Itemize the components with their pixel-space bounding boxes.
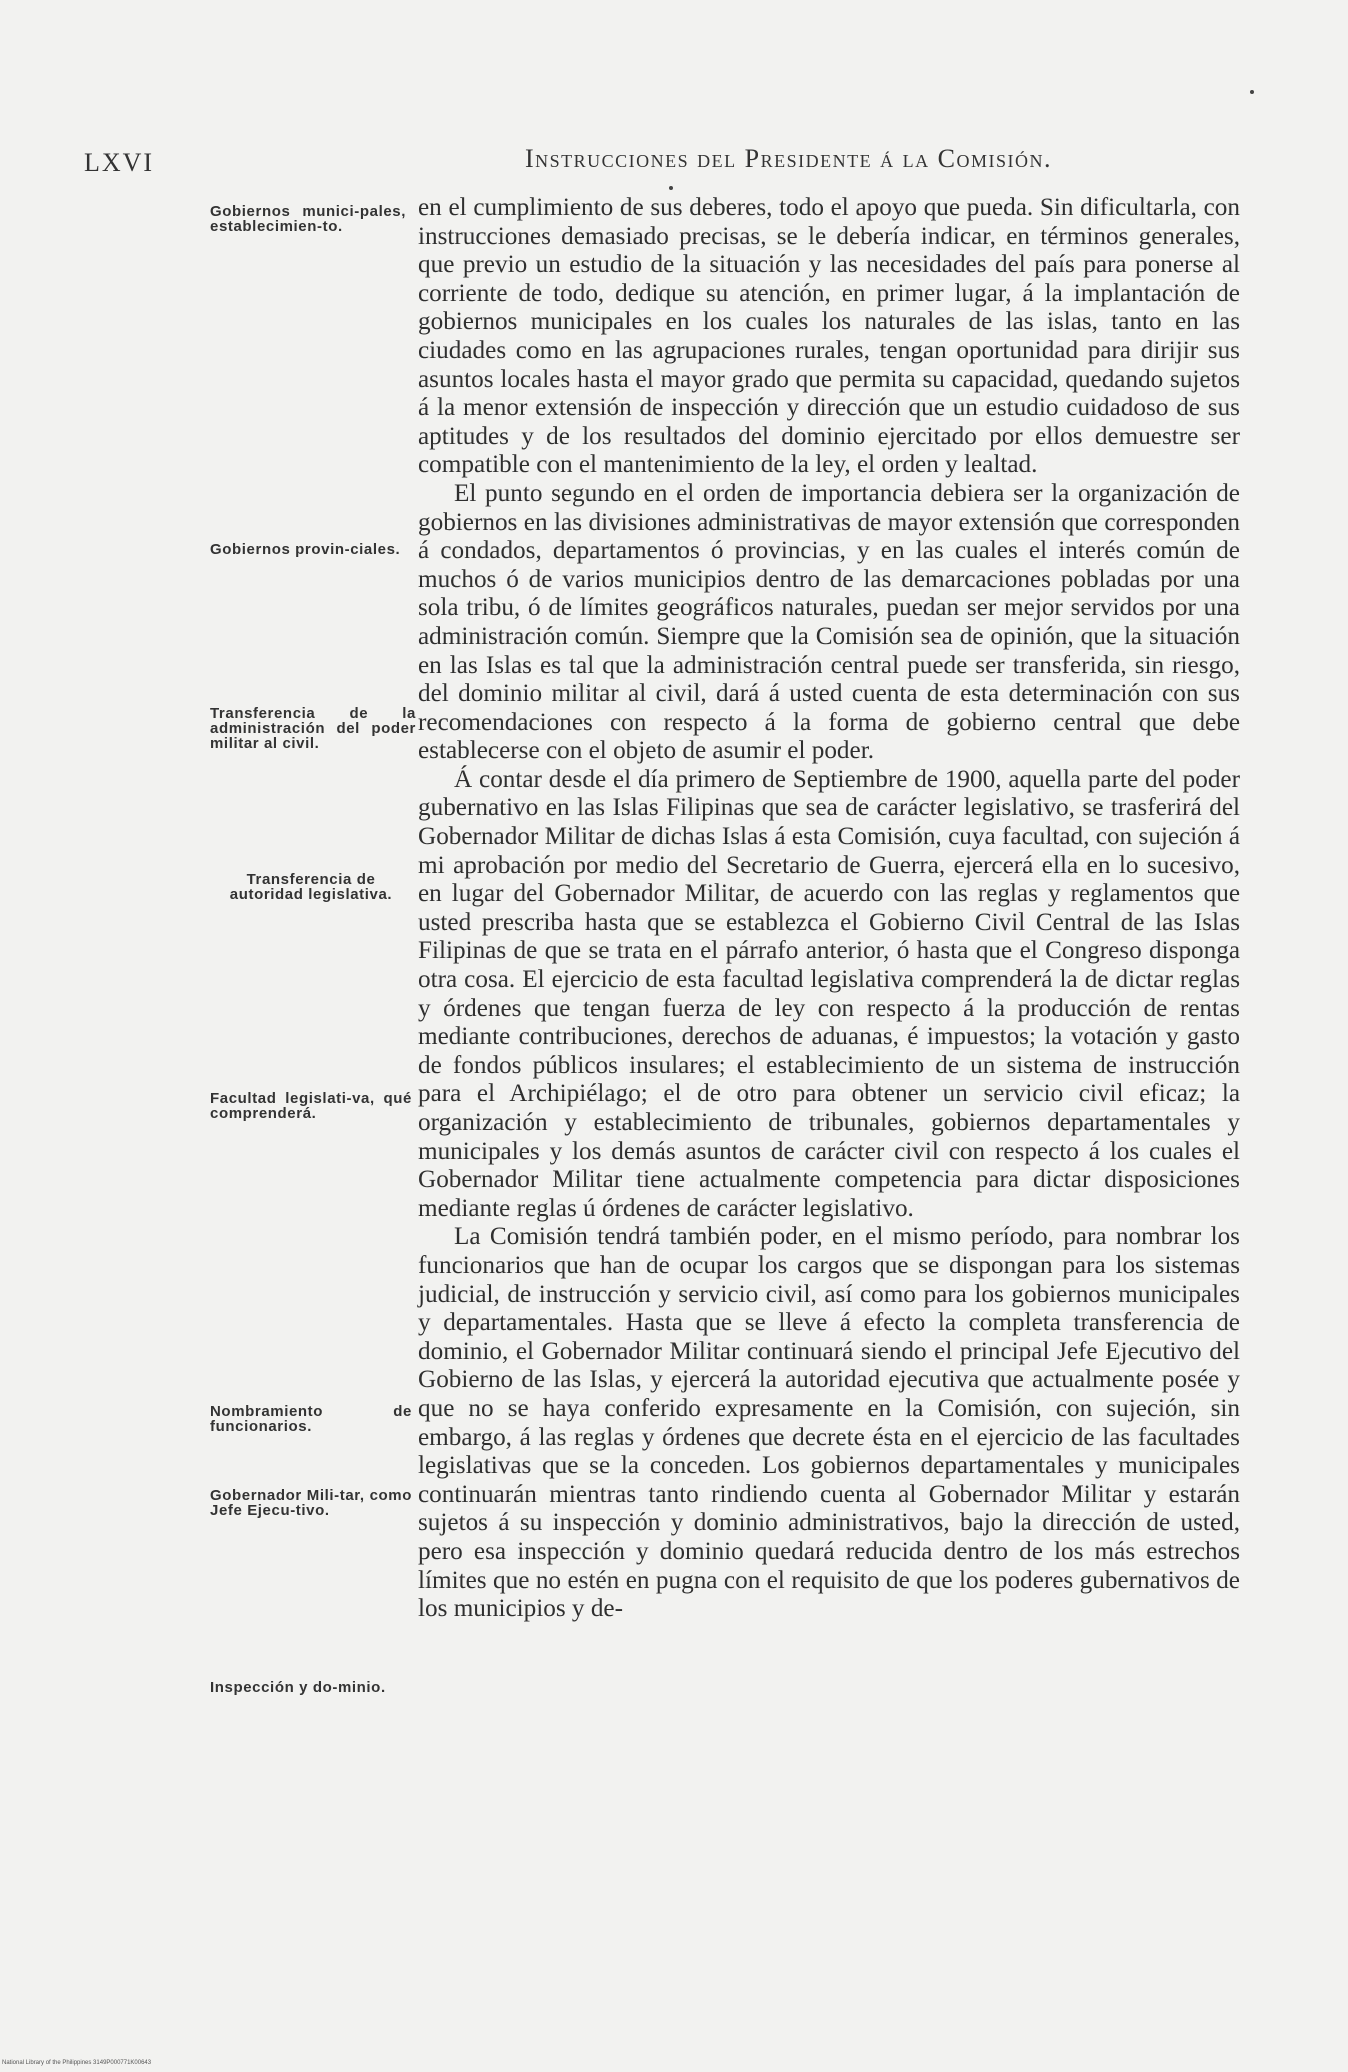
- paragraph: en el cumplimiento de sus deberes, todo el apoyo que pueda. Sin dificultarla, con instrucciones demasiado precisas, se le debería indicar, en términos generales, que previo un estudio de la situación y las necesidades del país para ponerse al corriente de todo, dedique su atención, en primer lugar, á la implantación de gobiernos municipales en los cuales los naturales de las islas, tanto en las ciudades como en las agrupaciones rurales, tengan oportunidad para dirijir sus asuntos locales hasta el mayor grado que permita su capacidad, quedando sujetos á la menor extensión de inspección y dirección que un estudio cuidadoso de sus aptitudes y de los resultados del dominio ejercitado por ellos demuestre ser compatible con el mantenimiento de la ley, el orden y lealtad.: [418, 194, 1240, 479]
- print-speck: [669, 186, 673, 190]
- margin-note-appointment-of-officials: Nombramiento de funcionarios.: [210, 1403, 412, 1435]
- margin-note-legislative-power-scope: Facultad legislati-va, qué comprenderá.: [210, 1090, 412, 1122]
- margin-note-military-governor: Gobernador Mili-tar, como Jefe Ejecu-tivo.: [210, 1487, 412, 1519]
- paragraph: La Comisión tendrá también poder, en el mismo período, para nombrar los funcionarios que han de ocupar los cargos que se dispongan para los sistemas judicial, de instrucción y servicio civil, así como para los gobiernos municipales y departamentales. Hasta que se lleve á efecto la completa transferencia de dominio, el Gobernador Militar continuará siendo el principal Jefe Ejecutivo del Gobierno de las Islas, y ejercerá la autoridad ejecutiva que actualmente posée y que no se haya conferido expresamente en la Comisión, con sujeción, sin embargo, á las reglas y órdenes que decrete ésta en el ejercicio de las facultades legislativas que se la conceden. Los gobiernos departamentales y municipales continuarán mientras tanto rindiendo cuenta al Gobernador Militar y estarán sujetos á su inspección y dominio administrativos, bajo la dirección de usted, pero esa inspección y dominio quedará reducida dentro de los más estrechos límites que no estén en pugna con el requisito de que los poderes gubernativos de los municipios y de-: [418, 1223, 1240, 1623]
- running-title: Instrucciones del Presidente á la Comisión.: [525, 144, 1052, 173]
- print-speck: [1250, 90, 1254, 94]
- paragraph: Á contar desde el día primero de Septiembre de 1900, aquella parte del poder gubernativo en las Islas Filipinas que sea de carácter legislativo, se trasferirá del Gobernador Militar de dichas Islas á esta Comisión, cuya facultad, con sujeción á mi aprobación por medio del Secretario de Guerra, ejercerá ella en lo sucesivo, en lugar del Gobernador Militar, de acuerdo con las reglas y reglamentos que usted prescriba hasta que se establezca el Gobierno Civil Central de las Islas Filipinas de que se trata en el párrafo anterior, ó hasta que el Congreso disponga otra cosa. El ejercicio de esta facultad legislativa comprenderá la de dictar reglas y órdenes que tengan fuerza de ley con respecto á la producción de rentas mediante contribuciones, derechos de aduanas, é impuestos; la votación y gasto de fondos públicos insulares; el establecimiento de un sistema de instrucción para el Archipiélago; el de otro para obtener un servicio civil eficaz; la organización y establecimiento de tribunales, gobiernos departamentales y municipales y los demás asuntos de carácter civil con respecto á los cuales el Gobernador Militar tiene actualmente competencia para dictar disposiciones mediante reglas ú órdenes de carácter legislativo.: [418, 765, 1240, 1222]
- main-text: [418, 194, 1240, 1624]
- library-stamp: National Library of the Philippines 3149P000771K00643: [2, 2060, 152, 2066]
- margin-note-municipal-governments: Gobiernos munici-pales, establecimien-to.: [210, 203, 406, 235]
- paragraph: El punto segundo en el orden de importancia debiera ser la organización de gobiernos en las divisiones administrativas de mayor extensión que corresponden á condados, departamentos ó provincias, y en las cuales el interés común de muchos ó de varios municipios dentro de las demarcaciones pobladas por una sola tribu, ó de límites geográficos naturales, puedan ser mejor servidos por una administración común. Siempre que la Comisión sea de opinión, que la situación en las Islas es tal que la administración central puede ser transferida, sin riesgo, del dominio militar al civil, dará á usted cuenta de esta determinación con sus recomendaciones con respecto á la forma de gobierno central que debe establecerse con el objeto de asumir el poder.: [418, 479, 1240, 765]
- margin-note-transfer-of-administration: Transferencia de la administración del poder militar al civil.: [210, 705, 416, 752]
- margin-note-provincial-governments: Gobiernos provin-ciales.: [210, 541, 401, 558]
- margin-note-inspection-and-control: Inspección y do-minio.: [210, 1679, 386, 1696]
- margin-note-legislative-authority: Transferencia de autoridad legislativa.: [229, 871, 393, 903]
- page-number: LXVI: [84, 148, 155, 177]
